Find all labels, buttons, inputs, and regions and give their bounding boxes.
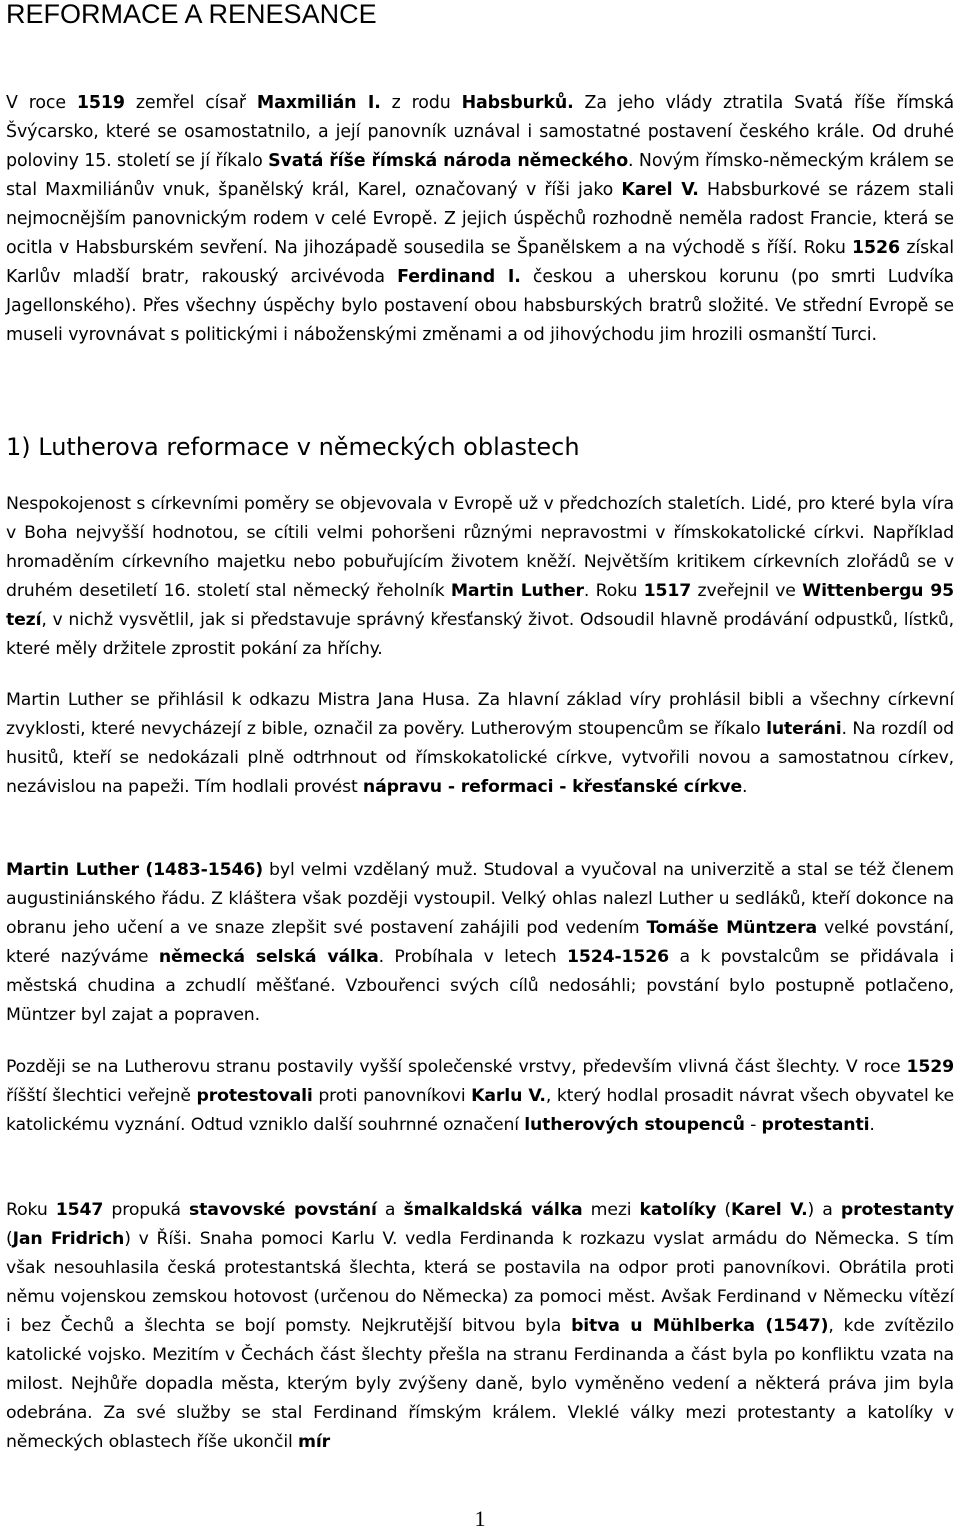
bold-text: stavovské povstání — [189, 1200, 377, 1220]
text-run: V roce — [6, 93, 77, 113]
bold-text: 1524-1526 — [566, 947, 670, 967]
text-run: mezi — [582, 1200, 640, 1220]
section-heading: 1) Lutherova reformace v německých oblastech — [6, 433, 580, 461]
text-run: , kde zvítězilo katolické vojsko. Mezitím v Čechách část šlechty přešla na stranu Ferdinanda a část byla po konfliktu vzata na milost. Nejhůře dopadla města, kterým byly zvýšeny daně, bylo vyměněno vedení a některá práva jim byla odebrána. Za své služby se stal Ferdinand římským králem. Vleklé války mezi protestanty a katolíky v německých oblastech říše ukončil — [6, 1316, 955, 1452]
bold-text: Svatá říše římská národa německého — [268, 151, 629, 171]
text-run: Habsburkové se rázem stali nejmocnějším panovnickým rodem v celé Evropě. Z jejich úspěchů rozhodně neměla radost Francie, která se ocitla v Habsburském sevření. Na jihozápadě sousedila se Španělskem a na východě s říší. Roku — [6, 180, 955, 258]
bold-text: lutherových stoupenců — [524, 1115, 745, 1135]
text-run: zemřel císař — [124, 93, 257, 113]
text-run: a — [376, 1200, 404, 1220]
text-run: propuká — [103, 1200, 190, 1220]
bold-text: mír — [297, 1432, 330, 1452]
bold-text: Karlu V. — [471, 1086, 546, 1106]
text-run: Za jeho vlády ztratila Svatá říše římská Švýcarsko, které se osamostatnilo, a její panovník uznával i samostatné postavení českého krále. Od druhé poloviny 15. století se jí říkalo — [6, 93, 955, 171]
text-run: . Na rozdíl od husitů, kteří se nedokázali plně odtrhnout od římskokatolické církve, vytvořili novou a samostatnou církev, nezávislou na papeži. Tím hodlali provést — [6, 719, 954, 797]
paragraph-3 — [6, 856, 954, 1030]
text-run: získal Karlův mladší bratr, rakouský arcivévoda — [6, 238, 954, 287]
bold-text: 1547 — [55, 1200, 104, 1220]
text-run: z rodu — [380, 93, 462, 113]
text-run: ) v Říši. Snaha pomoci Karlu V. vedla Ferdinanda k rozkazu vyslat armádu do Německa. S tím však nesouhlasila česká protestantská šlechta, která se postavila na odpor proti panovníkovi. Obrátila proti němu vojenskou zemskou hotovost (určenou do Německa) za pomoci měst. Avšak Ferdinand v Německu vítězí i bez Čechů a šlechta se bojí pomsty. Nejkrutější bitvou byla — [6, 1229, 954, 1336]
bold-text: německá selská válka — [158, 947, 379, 967]
paragraph-2 — [6, 686, 954, 802]
bold-text: Tomáše Müntzera — [646, 918, 817, 938]
bold-text: 1519 — [76, 93, 125, 113]
bold-text: Karel V. — [731, 1200, 808, 1220]
bold-text: Karel V. — [621, 180, 699, 200]
text-run: Martin Luther se přihlásil k odkazu Mistra Jana Husa. Za hlavní základ víry prohlásil bibli a všechny církevní zvyklosti, které nevycházejí z bible, označil za pověry. Lutherovým stoupencům se říkalo — [6, 690, 954, 739]
bold-text: luteráni — [766, 719, 842, 739]
bold-text: 1526 — [852, 238, 901, 258]
bold-text: Martin Luther — [450, 581, 584, 601]
text-run: a k povstalcům se přidávala i městská chudina a zchudlí měšťané. Vzbouřenci svých cílů nedosáhli; povstání bylo postupně potlačeno, Müntzer byl zajat a popraven. — [6, 947, 954, 1025]
text-run: ( — [6, 1229, 13, 1249]
bold-text: protestanti — [761, 1115, 870, 1135]
bold-text: Martin Luther (1483-1546) — [6, 860, 263, 880]
text-run: ) a — [807, 1200, 841, 1220]
text-run: ( — [716, 1200, 731, 1220]
text-run: zveřejnil ve — [691, 581, 803, 601]
bold-text: Habsburků. — [461, 93, 574, 113]
bold-text: nápravu - reformaci - křesťanské církve — [362, 777, 743, 797]
text-run: Roku — [6, 1200, 56, 1220]
page-number: 1 — [474, 1506, 486, 1531]
text-run: . — [869, 1115, 875, 1135]
paragraph-5 — [6, 1196, 954, 1457]
bold-text: Jan Fridrich — [12, 1229, 125, 1249]
text-run: , v nichž vysvětlil, jak si představuje správný křesťanský život. Odsoudil hlavně prodávání odpustků, lístků, které měly držitele zprostit pokání za hříchy. — [6, 610, 954, 659]
bold-text: 1529 — [906, 1057, 954, 1077]
text-run: . Probíhala v letech — [378, 947, 567, 967]
text-run: - — [744, 1115, 762, 1135]
document-title: REFORMACE A RENESANCE — [6, 0, 377, 29]
text-run: velké povstání, které nazýváme — [6, 918, 955, 967]
text-run: říšští šlechtici veřejně — [6, 1086, 197, 1106]
text-run: byl velmi vzdělaný muž. Studoval a vyučoval na univerzitě a stal se též členem augustiniánského řádu. Z kláštera však později vystoupil. Velký ohlas nalezl Luther u sedláků, kteří dokonce na obranu jeho učení a ve snaze zlepšit své postavení zahájili pod vedením — [6, 860, 954, 938]
bold-text: Ferdinand I. — [397, 267, 521, 287]
bold-text: protestovali — [196, 1086, 313, 1106]
paragraph-4 — [6, 1053, 954, 1140]
text-run: . Roku — [583, 581, 644, 601]
text-run: Nespokojenost s církevními poměry se objevovala v Evropě už v předchozích staletích. Lidé, pro které byla víra v Boha nejvyšší hodnotou, se cítili velmi pohoršeni různými nepravostmi v římskokatolické církvi. Například hromaděním církevního majetku nebo pobuřujícím životem kněží. Největším kritikem církevních zlořádů se v druhém desetiletí 16. století stal německý řeholník — [6, 494, 954, 601]
text-run: proti panovníkovi — [312, 1086, 472, 1106]
bold-text: Maxmilián I. — [256, 93, 381, 113]
text-run: Později se na Lutherovu stranu postavily vyšší společenské vrstvy, především vlivná část šlechty. V roce — [6, 1057, 907, 1077]
bold-text: 1517 — [643, 581, 692, 601]
bold-text: bitva u Mühlberka (1547) — [571, 1316, 829, 1336]
text-run: . Novým římsko-německým králem se stal Maxmiliánův vnuk, španělský král, Karel, označovaný v říši jako — [6, 151, 954, 200]
text-run: českou a uherskou korunu (po smrti Ludvíka Jagellonského). Přes všechny úspěchy bylo postavení obou habsburských bratrů složité. Ve střední Evropě se museli vyrovnávat s politickými i náboženskými změnami a od jihovýchodu jim hrozili osmanští Turci. — [6, 267, 954, 345]
bold-text: Wittenbergu 95 tezí — [6, 581, 954, 630]
text-run: . — [742, 777, 748, 797]
paragraph-1 — [6, 490, 954, 664]
bold-text: katolíky — [639, 1200, 717, 1220]
intro-paragraph — [6, 89, 954, 350]
text-run: , který hodlal prosadit návrat všech obyvatel ke katolickému vyznání. Odtud vzniklo další souhrnné označení — [6, 1086, 954, 1135]
bold-text: protestanty — [840, 1200, 955, 1220]
bold-text: šmalkaldská válka — [403, 1200, 583, 1220]
